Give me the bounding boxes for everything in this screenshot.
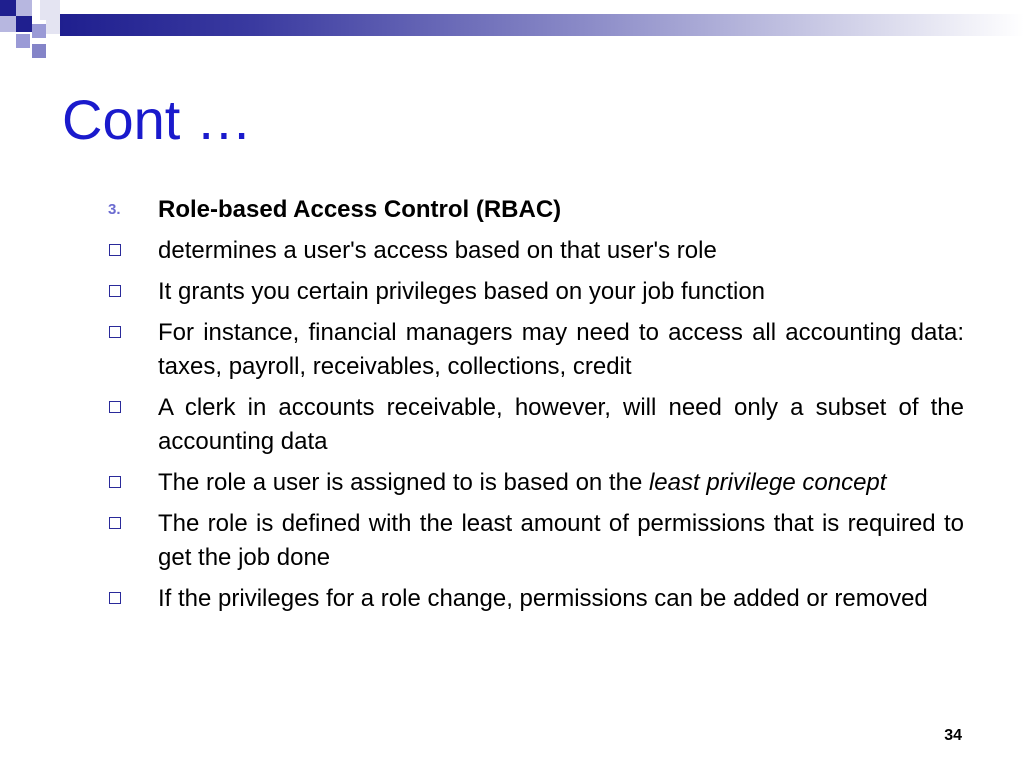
heading-text: Role-based Access Control (RBAC) (158, 196, 562, 223)
deco-square (0, 0, 16, 16)
bullet-item (100, 275, 964, 309)
slide-title: Cont … (62, 88, 252, 151)
bullet-item (100, 234, 964, 268)
square-bullet-icon (109, 517, 121, 529)
bullet-text-emphasis: least privilege concept (648, 469, 887, 496)
bullet-text: If the privileges for a role change, permissions can be added or removed (158, 585, 928, 612)
square-bullet-icon (109, 476, 121, 488)
bullet-text (158, 466, 964, 500)
bullet-item (100, 391, 964, 459)
square-bullet-icon (109, 326, 121, 338)
numbered-heading (100, 193, 964, 227)
bullet-text: For instance, financial managers may need to access all accounting data: taxes, payroll, receivables, collections, credit (158, 319, 964, 380)
header-decoration (0, 0, 1024, 64)
header-gradient-band (60, 14, 1024, 36)
bullet-item (100, 316, 964, 384)
bullet-text: determines a user's access based on that user's role (158, 237, 717, 264)
heading-number: 3. (108, 201, 121, 218)
deco-square (32, 44, 46, 58)
bullet-text-prefix: The role a user is assigned to is based on the (158, 469, 643, 496)
deco-square (16, 34, 30, 48)
page-number: 34 (944, 727, 962, 744)
deco-square (32, 24, 46, 38)
deco-square (16, 0, 32, 16)
square-bullet-icon (109, 244, 121, 256)
deco-square (40, 0, 60, 20)
bullet-item (100, 507, 964, 575)
bullet-text: A clerk in accounts receivable, however, will need only a subset of the accounting data (158, 394, 964, 455)
bullet-item (100, 466, 964, 500)
bullet-text: It grants you certain privileges based on your job function (158, 278, 766, 305)
square-bullet-icon (109, 285, 121, 297)
deco-square (0, 16, 16, 32)
slide-content (100, 193, 964, 623)
square-bullet-icon (109, 592, 121, 604)
deco-square (16, 16, 32, 32)
square-bullet-icon (109, 401, 121, 413)
deco-square (46, 20, 60, 34)
bullet-text: The role is defined with the least amount of permissions that is required to get the job done (158, 510, 964, 571)
bullet-item (100, 582, 964, 616)
